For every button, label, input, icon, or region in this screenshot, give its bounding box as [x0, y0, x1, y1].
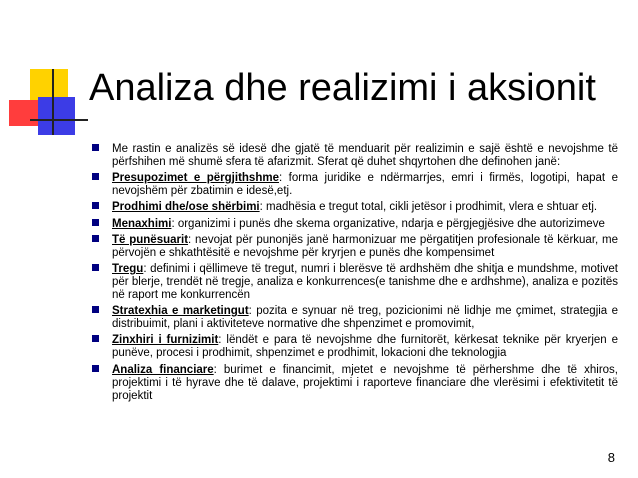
item-term: Analiza financiare [112, 363, 214, 376]
list-item [92, 263, 618, 302]
blue-square-decoration [38, 97, 75, 135]
list-item [92, 334, 618, 360]
square-bullet-icon [92, 335, 99, 342]
item-term: Stratexhia e marketingut [112, 305, 249, 318]
item-term: Presupozimet e përgjithshme [112, 172, 279, 185]
horizontal-line-decoration [30, 119, 88, 121]
item-text: : pozita e synuar në treg, pozicionimi në lidhje me çmimet, strategjia e distribuimit, plani i aktiviteteve normative dhe shpenzimet e promovimit, [112, 305, 619, 331]
item-text: Me rastin e analizës së idesë dhe gjatë të menduarit për realizimin e sajë është e nevojshme të përfshihen më shumë sfera të afarizmit. Sferat që duhet shqyrtohen dhe definohen janë: [112, 143, 618, 168]
square-bullet-icon [92, 365, 99, 372]
square-bullet-icon [92, 173, 99, 180]
item-term: Zinxhiri i furnizimit [112, 334, 219, 347]
item-text: : burimet e financimit, mjetet e nevojshme të përhershme dhe të xhiros, projektimi i të hyrave dhe të dalave, projektimi i raporteve financiare dhe vlerësimi i efektivitetit të projektit [112, 363, 618, 402]
list-item [92, 172, 618, 198]
item-term: Prodhimi dhe/ose shërbimi [112, 201, 260, 214]
item-text: : madhësia e tregut total, cikli jetësor i prodhimit, vlera e shtuar etj. [259, 201, 598, 214]
item-term: Të punësuarit [112, 233, 189, 246]
item-text: : organizimi i punës dhe skema organizative, ndarja e përgjegjësive dhe autorizimeve [171, 217, 605, 230]
bullet-list [92, 143, 618, 406]
item-text: : definimi i qëllimeve të tregut, numri i blerësve të ardhshëm dhe shitja e mundshme, motivet për blerje, trendët në tregje, analiza e konkurrences(e tanishme dhe e ardhshme), analiza e pozitës në raport me konkurrencën [112, 262, 618, 301]
list-item [92, 364, 618, 403]
slide-title: Analiza dhe realizimi i aksionit [89, 67, 596, 109]
square-bullet-icon [92, 306, 99, 313]
item-term: Menaxhimi [112, 217, 172, 230]
list-item [92, 218, 618, 231]
list-item [92, 143, 618, 169]
red-square-decoration [9, 100, 40, 126]
page-number: 8 [607, 450, 615, 465]
square-bullet-icon [92, 144, 99, 151]
item-text: : forma juridike e ndërmarrjes, emri i firmës, logotipi, hapat e nevojshëm për zbatimin e idesë,etj. [112, 172, 618, 198]
list-item [92, 305, 618, 331]
list-item [92, 234, 618, 260]
item-term: Tregu [112, 262, 144, 275]
item-text: : lëndët e para të nevojshme dhe furnitorët, kërkesat teknike për kryerjen e punëve, procesi i prodhimit, shpenzimet e prodhimit, lokacioni dhe teknologjia [112, 334, 618, 360]
list-item [92, 201, 618, 214]
square-bullet-icon [92, 235, 99, 242]
square-bullet-icon [92, 219, 99, 226]
square-bullet-icon [92, 264, 99, 271]
square-bullet-icon [92, 202, 99, 209]
item-text: : nevojat për punonjës janë harmonizuar me përgatitjen profesionale të kërkuar, me përvojën e shkathtësitë e nevojshme për kryrjen e punës dhe kompensimet [112, 233, 618, 259]
vertical-line-decoration [52, 69, 54, 135]
